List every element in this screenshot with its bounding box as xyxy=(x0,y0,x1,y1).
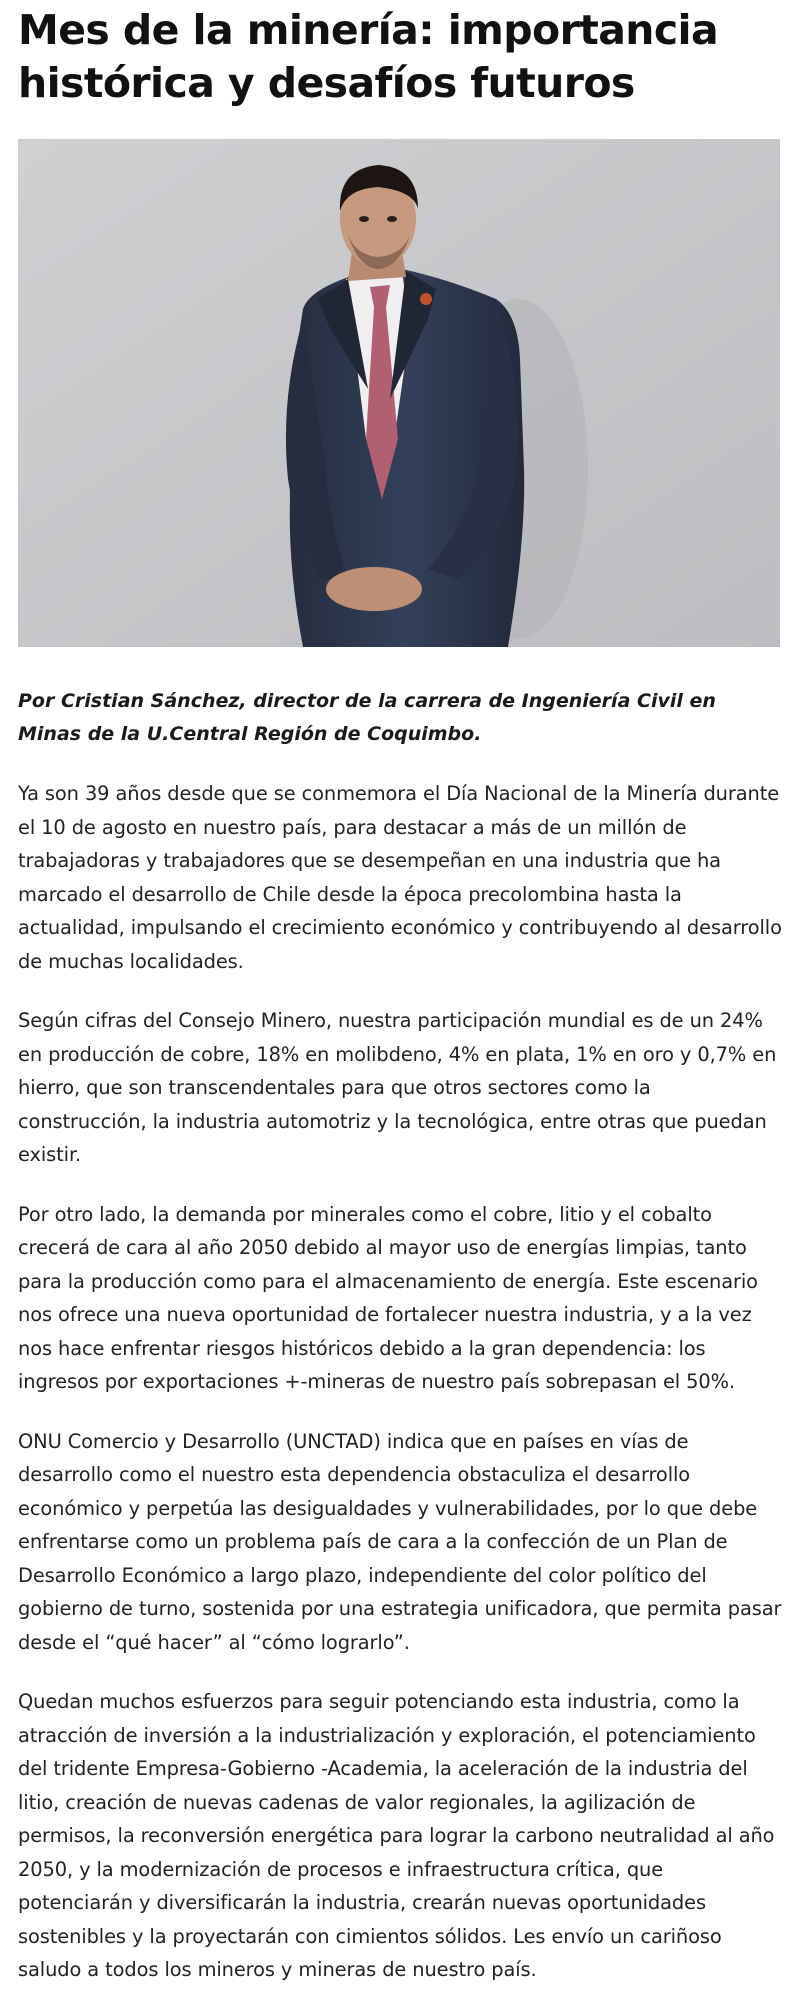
lapel-pin xyxy=(420,293,432,305)
article-paragraph-2: Según cifras del Consejo Minero, nuestra participación mundial es de un 24% en producción de cobre, 18% en molibdeno, 4% en plata, 1% en oro y 0,7% en hierro, que son transcendentales para que otros sectores como la construcción, la industria automotriz y la tecnológica, entre otras que puedan existir. xyxy=(18,1009,777,1166)
portrait-illustration xyxy=(18,139,780,647)
article-photo xyxy=(18,139,780,647)
eye-left xyxy=(359,216,369,222)
article-paragraph-5: Quedan muchos esfuerzos para seguir potenciando esta industria, como la atracción de inversión a la industrialización y exploración, el potenciamiento del tridente Empresa-Gobierno -Academia, la aceleración de la industria del litio, creación de nuevas cadenas de valor regionales, la agilización de permisos, la reconversión energética para lograr la carbono neutralidad al año 2050, y la modernización de procesos e infraestructura crítica, que potenciarán y diversificarán la industria, crearán nuevas oportunidades sostenibles y la proyectarán con cimientos sólidos. Les envío un cariñoso saludo a todos los mineros y mineras de nuestro país. xyxy=(18,1690,775,1981)
hands xyxy=(326,567,422,611)
article-paragraph-3: Por otro lado, la demanda por minerales como el cobre, litio y el cobalto crecerá de cara al año 2050 debido al mayor uso de energías limpias, tanto para la producción como para el almacenamiento de energía. Este escenario nos ofrece una nueva oportunidad de fortalecer nuestra industria, y a la vez nos hace enfrentar riesgos históricos debido a la gran dependencia: los ingresos por exportaciones +-mineras de nuestro país sobrepasan el 50%. xyxy=(18,1202,758,1393)
article-title: Mes de la minería: importancia histórica y desafíos futuros xyxy=(18,6,719,107)
article-byline: Por Cristian Sánchez, director de la carrera de Ingeniería Civil en Minas de la U.Central Región de Coquimbo. xyxy=(18,690,716,745)
article-paragraph-1: Ya son 39 años desde que se conmemora el Día Nacional de la Minería durante el 10 de agosto en nuestro país, para destacar a más de un millón de trabajadoras y trabajadores que se desempeñan en una industria que ha marcado el desarrollo de Chile desde la época precolombina hasta la actualidad, impulsando el crecimiento económico y contribuyendo al desarrollo de muchas localidades. xyxy=(18,782,782,973)
article-paragraph-4: ONU Comercio y Desarrollo (UNCTAD) indica que en países en vías de desarrollo como el nuestro esta dependencia obstaculiza el desarrollo económico y perpetúa las desigualdades y vulnerabilidades, por lo que debe enfrentarse como un problema país de cara a la confección de un Plan de Desarrollo Económico a largo plazo, independiente del color político del gobierno de turno, sostenida por una estrategia unificadora, que permita pasar desde el “qué hacer” al “cómo lograrlo”. xyxy=(18,1429,782,1654)
eye-right xyxy=(387,216,397,222)
